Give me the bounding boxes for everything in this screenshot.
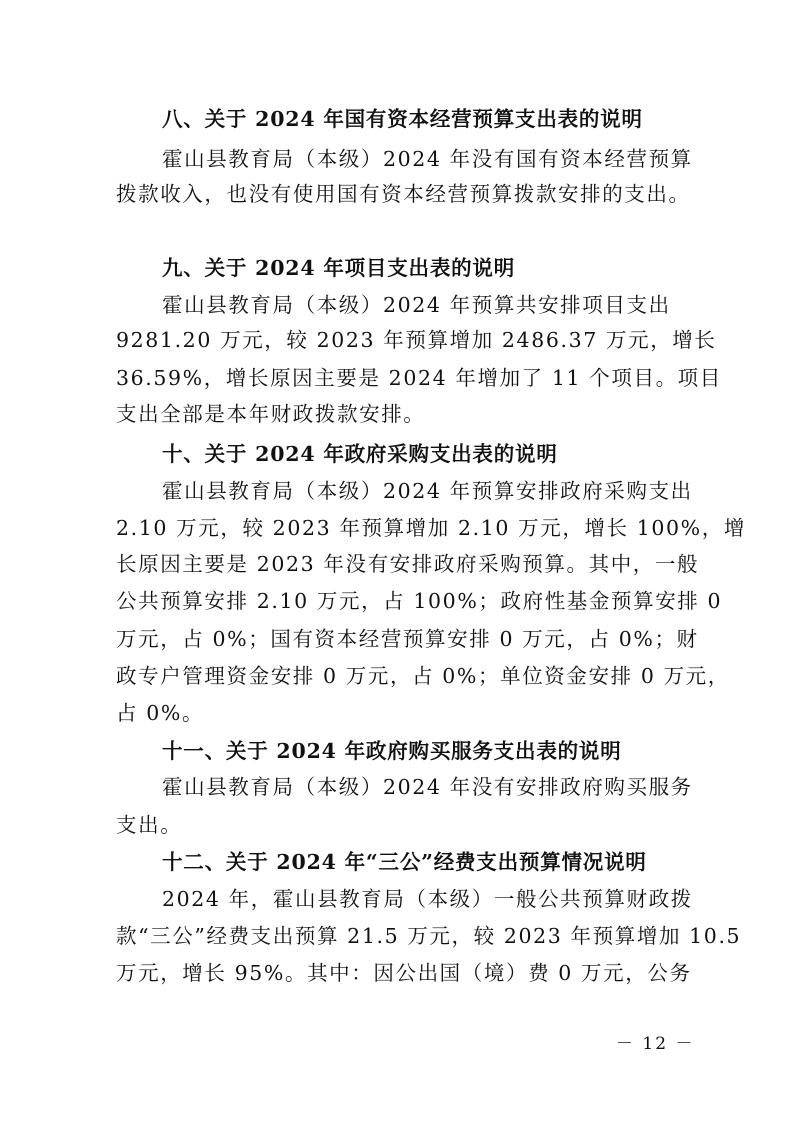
paragraph-line: 款“三公”经费支出预算 21.5 万元，较 2023 年预算增加 10.5 [116, 924, 742, 948]
paragraph-line: 长原因主要是 2023 年没有安排政府采购预算。其中，一般 [116, 552, 700, 576]
section-11-heading: 十一、关于 2024 年政府购买服务支出表的说明 [162, 739, 622, 763]
paragraph-line: 万元，增长 95%。其中：因公出国（境）费 0 万元，公务 [116, 961, 692, 985]
paragraph-line: 霍山县教育局（本级）2024 年预算共安排项目支出 [162, 293, 671, 317]
section-12-heading: 十二、关于 2024 年“三公”经费支出预算情况说明 [162, 850, 647, 874]
page-number: － 12 － [616, 1034, 695, 1054]
paragraph-line: 霍山县教育局（本级）2024 年没有国有资本经营预算 [162, 147, 693, 171]
section-9-heading: 九、关于 2024 年项目支出表的说明 [162, 256, 516, 280]
paragraph-line: 2024 年，霍山县教育局（本级）一般公共预算财政拨 [162, 887, 693, 911]
paragraph-line: 万元，占 0%；国有资本经营预算安排 0 万元，占 0%；财 [116, 627, 699, 651]
paragraph-line: 9281.20 万元，较 2023 年预算增加 2486.37 万元，增长 [116, 328, 717, 352]
paragraph-line: 支出。 [116, 813, 183, 837]
paragraph-line: 霍山县教育局（本级）2024 年预算安排政府采购支出 [162, 479, 693, 503]
section-10-heading: 十、关于 2024 年政府采购支出表的说明 [162, 442, 558, 466]
paragraph-line: 2.10 万元，较 2023 年预算增加 2.10 万元，增长 100%，增 [116, 516, 746, 540]
paragraph-line: 霍山县教育局（本级）2024 年没有安排政府购买服务 [162, 775, 693, 799]
paragraph-line: 占 0%。 [116, 701, 205, 725]
paragraph-line: 36.59%，增长原因主要是 2024 年增加了 11 个项目。项目 [116, 366, 722, 390]
section-8-heading: 八、关于 2024 年国有资本经营预算支出表的说明 [162, 107, 643, 131]
paragraph-line: 政专户管理资金安排 0 万元，占 0%；单位资金安排 0 万元， [116, 664, 730, 688]
paragraph-line: 拨款收入，也没有使用国有资本经营预算拨款安排的支出。 [116, 182, 691, 206]
paragraph-line: 公共预算安排 2.10 万元，占 100%；政府性基金预算安排 0 [116, 589, 723, 613]
paragraph-line: 支出全部是本年财政拨款安排。 [116, 402, 426, 426]
